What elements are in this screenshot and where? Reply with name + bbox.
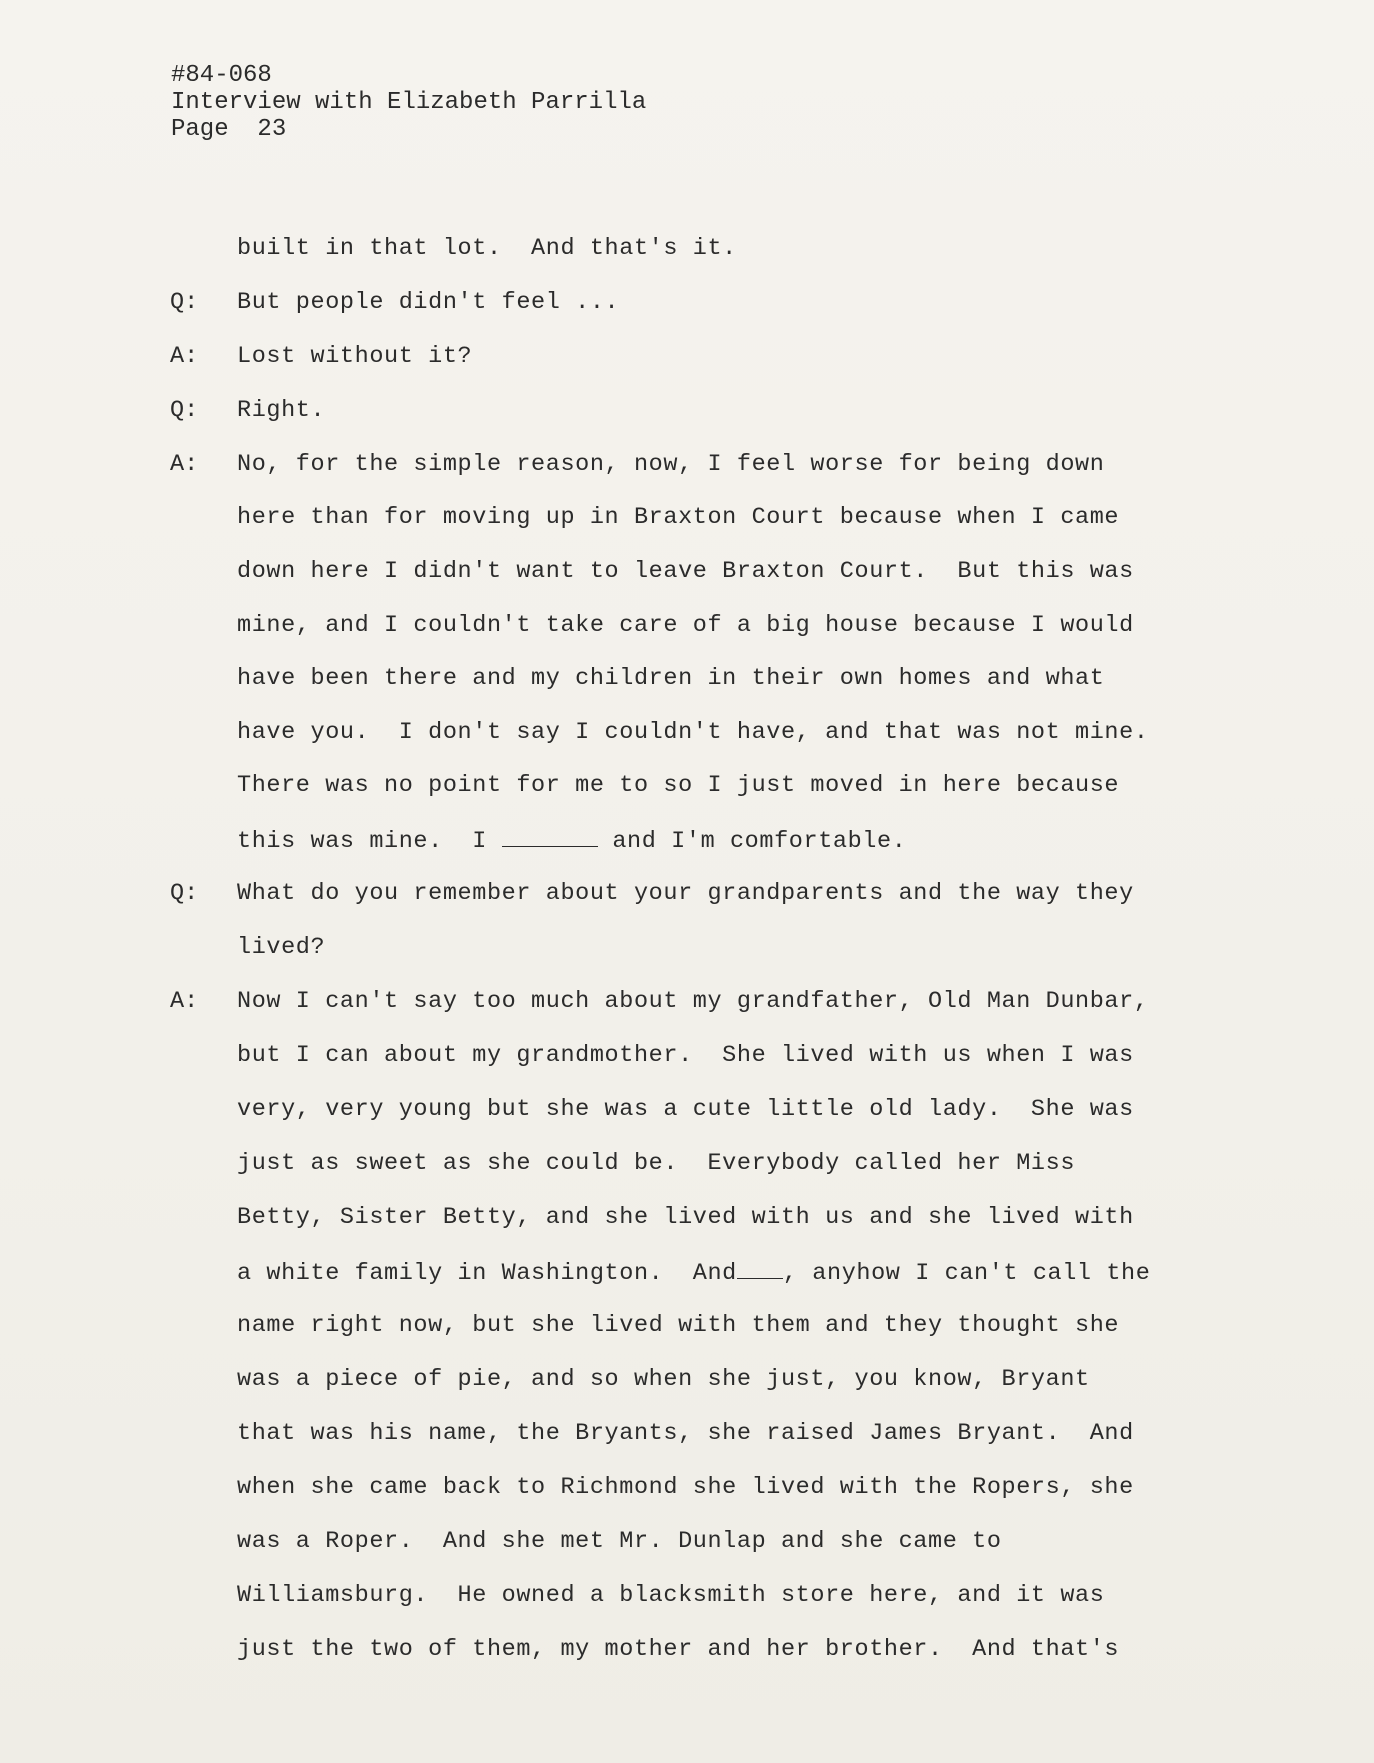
transcript-line: down here I didn't want to leave Braxton Court. But this was — [237, 558, 1134, 585]
blank-underline — [502, 826, 598, 847]
transcript-line: Lost without it? — [237, 343, 473, 370]
transcript-line: was a piece of pie, and so when she just, you know, Bryant — [237, 1366, 1090, 1393]
transcript-line: Now I can't say too much about my grandfather, Old Man Dunbar, — [237, 988, 1149, 1015]
speaker-label: Q: — [170, 289, 199, 316]
document-title: Interview with Elizabeth Parrilla — [171, 89, 647, 116]
line-segment: and I'm comfortable. — [597, 828, 907, 855]
speaker-label: A: — [170, 988, 199, 1015]
transcript-line: have you. I don't say I couldn't have, and that was not mine. — [237, 719, 1149, 746]
transcript-line: But people didn't feel ... — [237, 289, 620, 316]
speaker-label: A: — [170, 451, 199, 478]
transcript-line: when she came back to Richmond she lived with the Ropers, she — [237, 1474, 1134, 1501]
line-segment: , anyhow I can't call the — [782, 1260, 1151, 1287]
transcript-line: No, for the simple reason, now, I feel worse for being down — [237, 451, 1105, 478]
transcript-line: Betty, Sister Betty, and she lived with us and she lived with — [237, 1204, 1134, 1231]
speaker-label: A: — [170, 343, 199, 370]
transcript-line: was a Roper. And she met Mr. Dunlap and she came to — [237, 1528, 1002, 1555]
transcript-line: just as sweet as she could be. Everybody called her Miss — [237, 1150, 1076, 1177]
line-segment: a white family in Washington. And — [237, 1260, 737, 1287]
speaker-label: Q: — [170, 397, 199, 424]
transcript-line: name right now, but she lived with them and they thought she — [237, 1312, 1120, 1339]
document-header — [171, 62, 646, 143]
line-segment: this was mine. I — [237, 828, 502, 855]
transcript-line-with-blank — [237, 826, 906, 856]
transcript-line: lived? — [237, 934, 326, 961]
transcript-line: What do you remember about your grandparents and the way they — [237, 880, 1134, 907]
transcript-line: There was no point for me to so I just moved in here because — [237, 772, 1120, 799]
transcript-line: built in that lot. And that's it. — [237, 235, 737, 262]
transcript-line: very, very young but she was a cute little old lady. She was — [237, 1096, 1134, 1123]
blank-underline — [737, 1258, 783, 1279]
transcript-line: mine, and I couldn't take care of a big house because I would — [237, 612, 1134, 639]
transcript-line: have been there and my children in their own homes and what — [237, 665, 1105, 692]
document-id: #84-068 — [171, 62, 272, 89]
transcript-line: here than for moving up in Braxton Court because when I came — [237, 504, 1120, 531]
speaker-label: Q: — [170, 880, 199, 907]
transcript-line: Right. — [237, 397, 326, 424]
transcript-line: Williamsburg. He owned a blacksmith store here, and it was — [237, 1582, 1105, 1609]
transcript-line: just the two of them, my mother and her brother. And that's — [237, 1636, 1120, 1663]
transcript-line: that was his name, the Bryants, she raised James Bryant. And — [237, 1420, 1134, 1447]
transcript-line-with-blank — [237, 1258, 1150, 1288]
transcript-line: but I can about my grandmother. She lived with us when I was — [237, 1042, 1134, 1069]
page-number: Page 23 — [171, 116, 287, 143]
